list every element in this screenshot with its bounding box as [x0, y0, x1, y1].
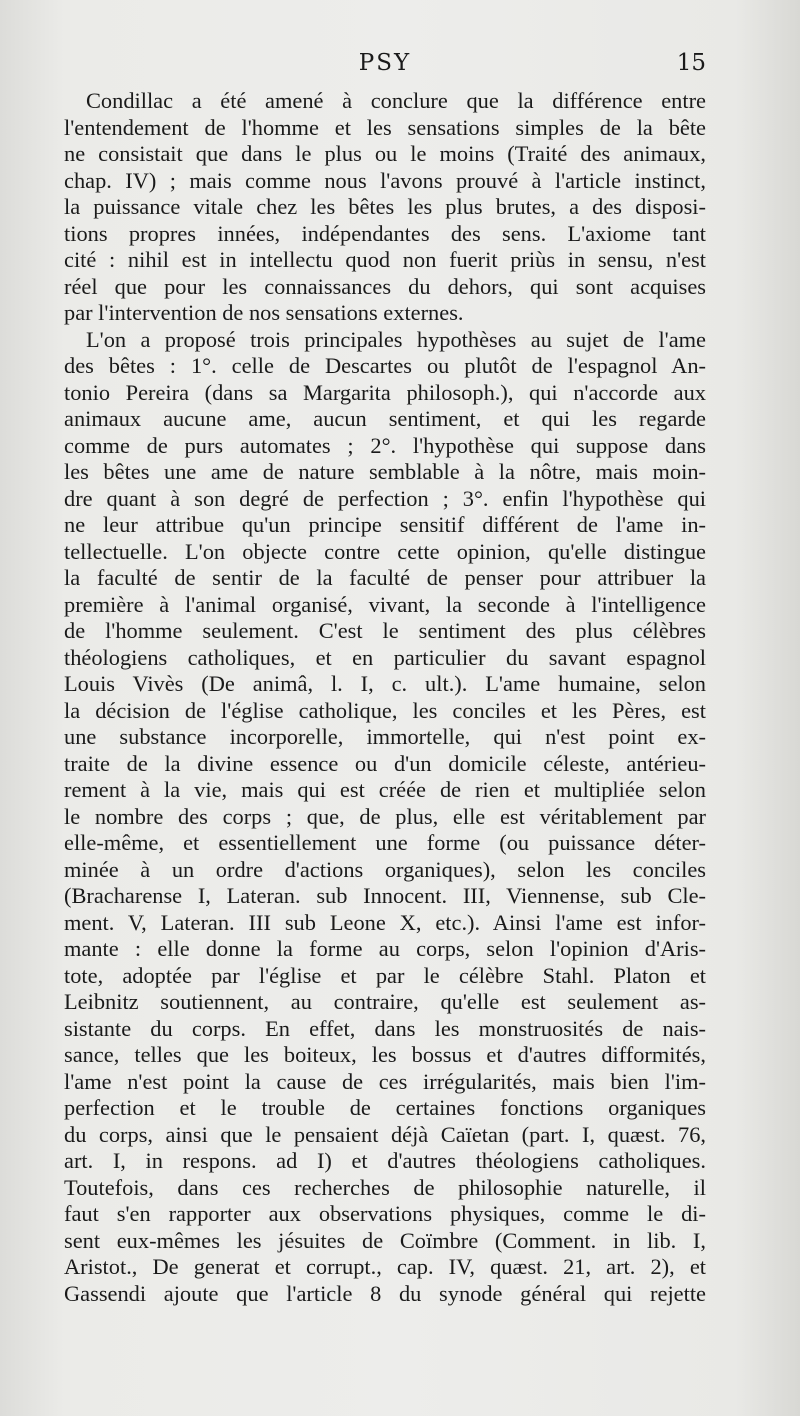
text-line: la faculté de sentir de la faculté de penser pour attribuer la	[64, 565, 706, 590]
text-line: réel que pour les connaissances du dehors, qui sont acquises	[64, 273, 706, 299]
text-line: tote, adoptée par l'église et par le célèbre Stahl. Platon et	[64, 962, 706, 988]
text-line: le nombre des corps ; que, de plus, elle est véritablement par	[64, 803, 706, 829]
text-line: Leibnitz soutiennent, au contraire, qu'elle est seulement as-	[64, 989, 706, 1014]
text-line: ne consistait que dans le plus ou le moins (Traité des animaux,	[64, 141, 706, 166]
text-line: sistante du corps. En effet, dans les monstruosités de nais-	[64, 1015, 706, 1041]
text-line: les bêtes une ame de nature semblable à la nôtre, mais moin-	[64, 459, 706, 484]
text-line: (Bracharense I, Lateran. sub Innocent. III, Viennense, sub Cle-	[64, 883, 706, 908]
text-line: Aristot., De generat et corrupt., cap. IV, quæst. 21, art. 2), et	[64, 1254, 706, 1279]
text-line: ment. V, Lateran. III sub Leone X, etc.). Ainsi l'ame est infor-	[64, 909, 706, 935]
text-line: l'ame n'est point la cause de ces irrégularités, mais bien l'im-	[64, 1068, 706, 1094]
running-head: PSY	[358, 50, 412, 76]
text-line: comme de purs automates ; 2°. l'hypothèse qui suppose dans	[64, 432, 706, 458]
text-line: Gassendi ajoute que l'article 8 du synode général qui rejette	[64, 1280, 706, 1306]
text-line: dre quant à son degré de perfection ; 3°. enfin l'hypothèse qui	[64, 485, 706, 511]
text-line: ne leur attribue qu'un principe sensitif différent de l'ame in-	[64, 512, 706, 537]
text-line: animaux aucune ame, aucun sentiment, et qui les regarde	[64, 406, 706, 431]
text-line: l'entendement de l'homme et les sensations simples de la bête	[64, 114, 706, 140]
text-line: la décision de l'église catholique, les conciles et les Pères, est	[64, 697, 706, 723]
body-text	[64, 88, 706, 1307]
text-line: rement à la vie, mais qui est créée de rien et multipliée selon	[64, 777, 706, 802]
text-line: du corps, ainsi que le pensaient déjà Caïetan (part. I, quæst. 76,	[64, 1121, 706, 1147]
text-line: une substance incorporelle, immortelle, qui n'est point ex-	[64, 724, 706, 749]
paragraph-condillac	[64, 88, 706, 327]
text-line: minée à un ordre d'actions organiques), selon les conciles	[64, 856, 706, 882]
text-line: chap. IV) ; mais comme nous l'avons prouvé à l'article instinct,	[64, 167, 706, 193]
text-line: sance, telles que les boiteux, les bossus et d'autres difformités,	[64, 1042, 706, 1067]
text-line: sent eux-mêmes les jésuites de Coïmbre (Comment. in lib. I,	[64, 1227, 706, 1253]
page-number: 15	[676, 50, 706, 76]
text-line: faut s'en rapporter aux observations physiques, comme le di-	[64, 1201, 706, 1226]
text-line: la puissance vitale chez les bêtes les plus brutes, a des disposi-	[64, 194, 706, 219]
text-line: tonio Pereira (dans sa Margarita philosoph.), qui n'accorde aux	[64, 379, 706, 405]
text-line: de l'homme seulement. C'est le sentiment des plus célèbres	[64, 618, 706, 643]
text-line: tellectuelle. L'on objecte contre cette opinion, qu'elle distingue	[64, 538, 706, 564]
text-line: perfection et le trouble de certaines fonctions organiques	[64, 1095, 706, 1120]
text-line: elle-même, et essentiellement une forme (ou puissance déter-	[64, 830, 706, 855]
text-line: traite de la divine essence ou d'un domicile céleste, antérieu-	[64, 750, 706, 776]
text-line: Louis Vivès (De animâ, l. I, c. ult.). L'ame humaine, selon	[64, 671, 706, 696]
text-line: Toutefois, dans ces recherches de philosophie naturelle, il	[64, 1174, 706, 1200]
text-line: théologiens catholiques, et en particulier du savant espagnol	[64, 644, 706, 670]
text-line: tions propres innées, indépendantes des sens. L'axiome tant	[64, 220, 706, 246]
text-line: première à l'animal organisé, vivant, la seconde à l'intelligence	[64, 591, 706, 617]
text-line: Condillac a été amené à conclure que la différence entre	[86, 88, 706, 113]
text-line: art. I, in respons. ad I) et d'autres théologiens catholiques.	[64, 1148, 706, 1173]
page-header	[64, 50, 706, 82]
text-line: par l'intervention de nos sensations externes.	[64, 300, 464, 325]
text-line: cité : nihil est in intellectu quod non fuerit priùs in sensu, n'est	[64, 247, 706, 272]
paragraph-hypotheses	[64, 327, 706, 1308]
text-line: des bêtes : 1°. celle de Descartes ou plutôt de l'espagnol An-	[64, 353, 706, 378]
text-line: L'on a proposé trois principales hypothèses au sujet de l'ame	[86, 326, 706, 352]
text-line: mante : elle donne la forme au corps, selon l'opinion d'Aris-	[64, 936, 706, 961]
